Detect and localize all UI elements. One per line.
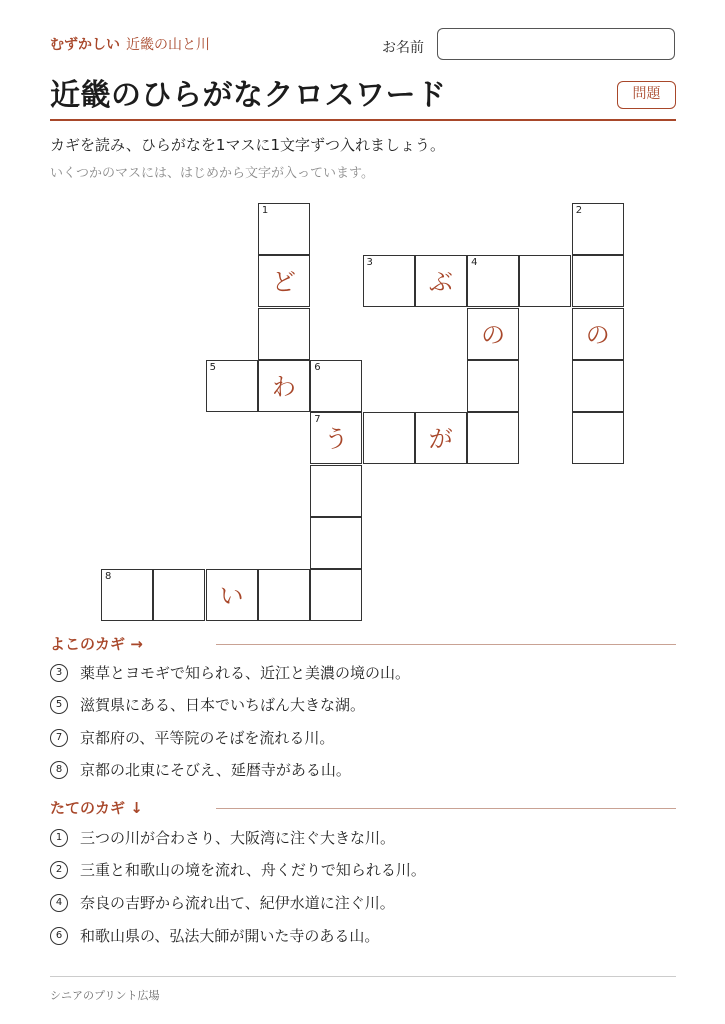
grid-cell[interactable] — [467, 360, 519, 412]
clue-number: 1 — [50, 829, 68, 847]
grid-cell[interactable] — [258, 308, 310, 360]
instruction-main: カギを読み、ひらがなを1マスに1文字ずつ入れましょう。 — [50, 136, 445, 154]
prefilled-letter: ど — [271, 268, 296, 297]
clue-text: 京都府の、平等院のそばを流れる川。 — [80, 729, 335, 747]
across-clue — [50, 662, 410, 683]
across-clue — [50, 759, 351, 780]
cell-number: 6 — [314, 361, 321, 373]
footer-divider — [50, 976, 676, 977]
down-clue — [50, 859, 426, 880]
clue-number: 5 — [50, 696, 68, 714]
grid-cell[interactable] — [101, 569, 153, 621]
grid-cell[interactable] — [572, 360, 624, 412]
grid-cell[interactable] — [467, 412, 519, 464]
cell-number: 5 — [209, 361, 216, 373]
page-title: 近畿のひらがなクロスワード — [50, 78, 447, 113]
instruction-sub: いくつかのマスには、はじめから文字が入っています。 — [50, 166, 374, 181]
clue-number: 7 — [50, 729, 68, 747]
down-divider — [216, 808, 676, 809]
grid-cell[interactable] — [310, 465, 362, 517]
grid-cell[interactable] — [310, 412, 362, 464]
cell-number: 3 — [366, 257, 373, 269]
grid-cell[interactable] — [415, 255, 467, 307]
grid-cell[interactable] — [310, 360, 362, 412]
clue-number: 8 — [50, 761, 68, 779]
clue-number: 4 — [50, 894, 68, 912]
cell-number: 2 — [575, 205, 583, 216]
footer-credit: シニアのプリント広場 — [50, 989, 160, 1002]
problem-badge: 問題 — [617, 81, 676, 109]
grid-cell[interactable] — [572, 203, 624, 255]
grid-cell[interactable] — [415, 412, 467, 464]
grid-cell[interactable] — [363, 412, 415, 464]
clue-text: 三重と和歌山の境を流れ、舟くだりで知られる川。 — [80, 861, 426, 879]
grid-cell[interactable] — [258, 255, 310, 307]
grid-cell[interactable] — [258, 360, 310, 412]
grid-cell[interactable] — [258, 203, 310, 255]
clue-text: 滋賀県にある、日本でいちばん大きな湖。 — [80, 696, 366, 714]
grid-cell[interactable] — [363, 255, 415, 307]
topic-label: 近畿の山と川 — [126, 37, 210, 53]
clue-number: 2 — [50, 861, 68, 879]
title-divider — [50, 119, 676, 121]
clue-number: 6 — [50, 927, 68, 945]
prefilled-letter: い — [219, 582, 244, 611]
grid-cell[interactable] — [258, 569, 310, 621]
across-clue — [50, 694, 365, 715]
across-divider — [216, 644, 676, 645]
prefilled-letter: が — [428, 425, 453, 454]
prefilled-letter: の — [481, 320, 506, 349]
level-label: むずかしい — [50, 37, 120, 53]
prefilled-letter: わ — [271, 372, 296, 401]
cell-number: 7 — [314, 414, 321, 426]
prefilled-letter: う — [324, 425, 349, 454]
clue-number: 3 — [50, 664, 68, 682]
clue-text: 京都の北東にそびえ、延暦寺がある山。 — [80, 761, 351, 779]
across-clue — [50, 727, 334, 748]
name-label: お名前 — [382, 40, 424, 56]
clue-text: 奈良の吉野から流れ出て、紀伊水道に注ぐ川。 — [80, 894, 395, 912]
grid-cell[interactable] — [572, 308, 624, 360]
grid-cell[interactable] — [153, 569, 205, 621]
cell-number: 1 — [261, 205, 269, 216]
grid-cell[interactable] — [206, 569, 258, 621]
down-clue — [50, 827, 395, 848]
clue-text: 薬草とヨモギで知られる、近江と美濃の境の山。 — [80, 664, 411, 682]
down-heading: たてのカギ ↓ — [50, 799, 143, 817]
prefilled-letter: ぶ — [428, 268, 453, 297]
cell-number: 8 — [105, 571, 112, 583]
grid-cell[interactable] — [519, 255, 571, 307]
down-clue — [50, 925, 379, 946]
difficulty-level — [50, 34, 210, 54]
grid-cell[interactable] — [572, 412, 624, 464]
prefilled-letter: の — [585, 320, 610, 349]
across-heading: よこのカギ → — [50, 635, 143, 653]
cell-number: 4 — [471, 257, 478, 269]
clue-text: 三つの川が合わさり、大阪湾に注ぐ大きな川。 — [80, 829, 396, 847]
clue-text: 和歌山県の、弘法大師が開いた寺のある山。 — [80, 927, 380, 945]
down-clue — [50, 892, 395, 913]
name-field[interactable] — [437, 28, 675, 60]
grid-cell[interactable] — [572, 255, 624, 307]
grid-cell[interactable] — [310, 569, 362, 621]
grid-cell[interactable] — [206, 360, 258, 412]
grid-cell[interactable] — [310, 517, 362, 569]
grid-cell[interactable] — [467, 255, 519, 307]
grid-cell[interactable] — [467, 308, 519, 360]
